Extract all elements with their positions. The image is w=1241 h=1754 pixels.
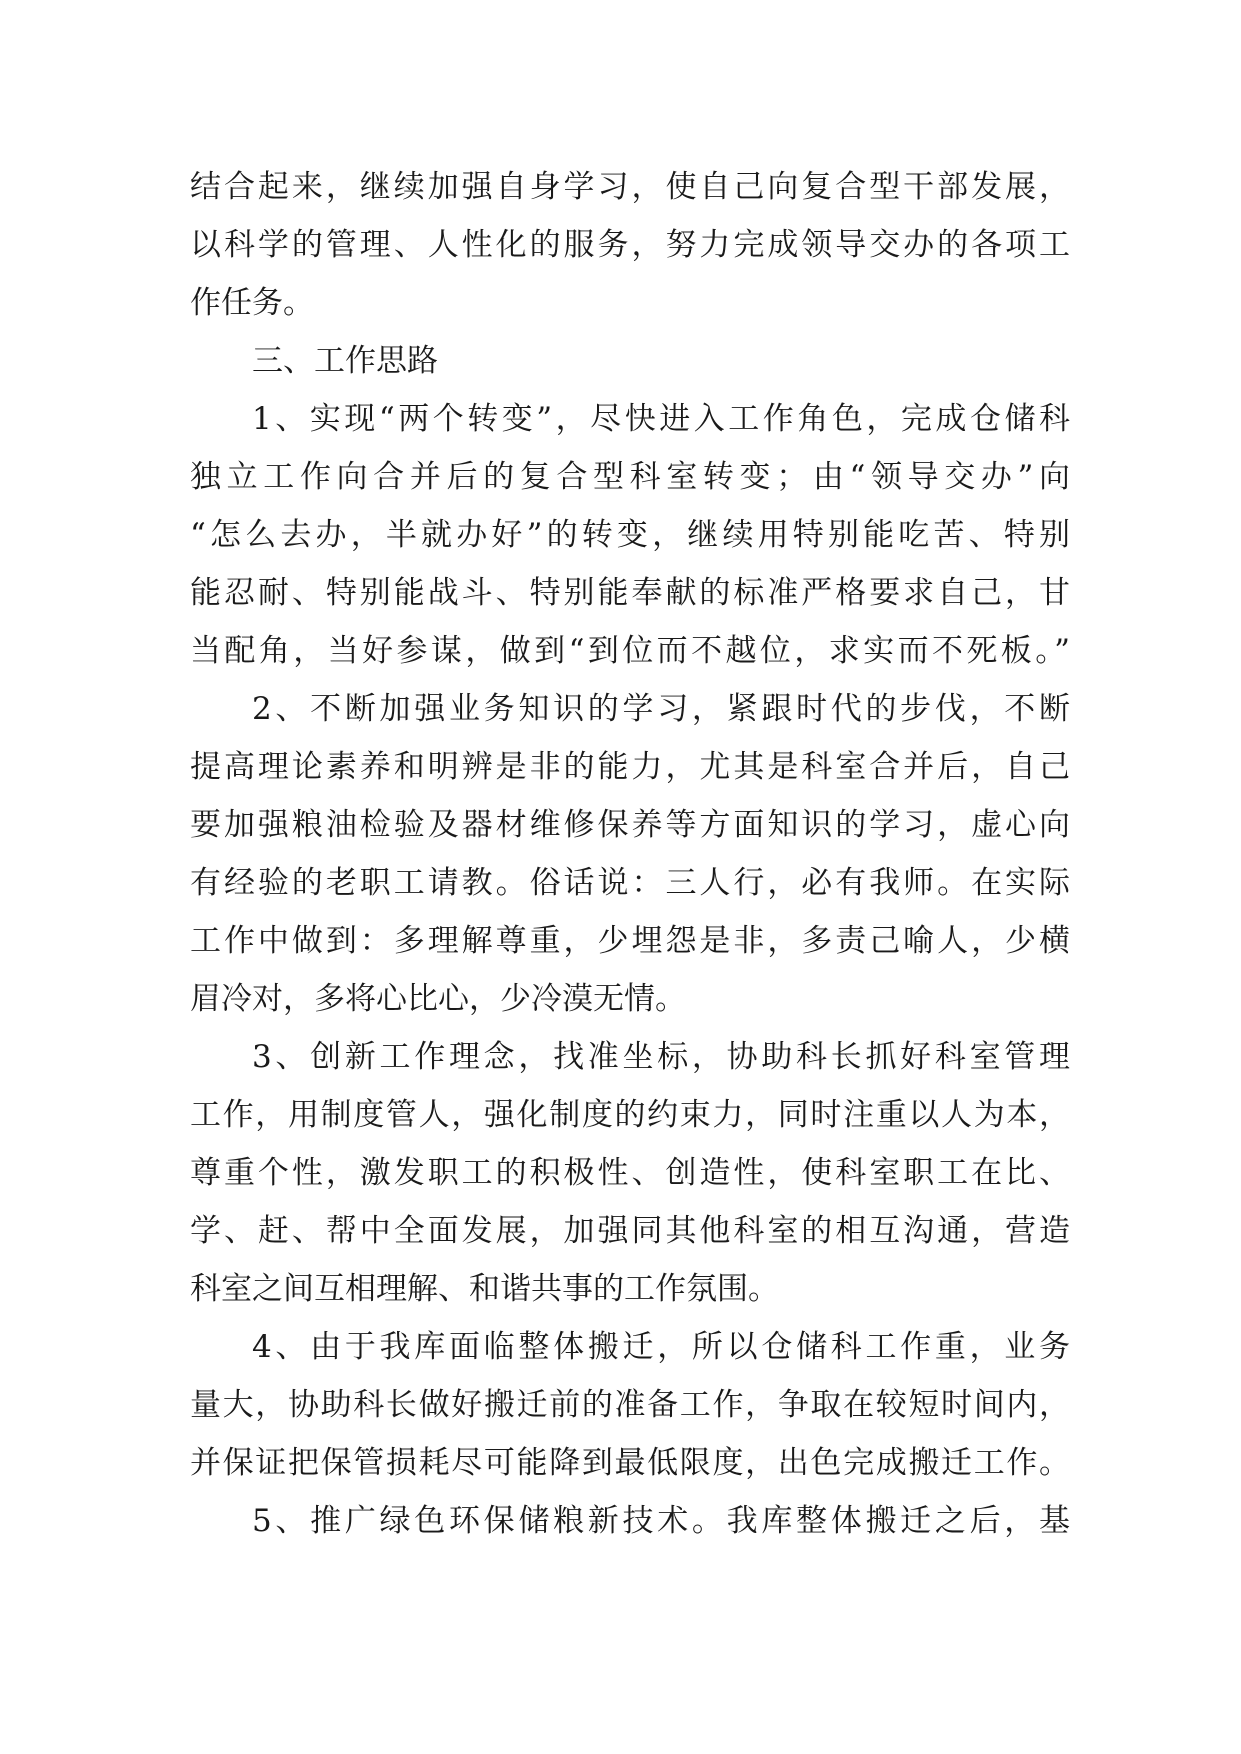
text-line: 提高理论素养和明辨是非的能力，尤其是科室合并后，自己: [190, 749, 1070, 785]
text-line: 1、实现“两个转变”，尽快进入工作角色，完成仓储科: [252, 401, 1070, 437]
text-line: 要加强粮油检验及器材维修保养等方面知识的学习，虚心向: [190, 807, 1070, 843]
text-line: 3、创新工作理念，找准坐标，协助科长抓好科室管理: [252, 1039, 1070, 1075]
text-line: 尊重个性，激发职工的积极性、创造性，使科室职工在比、: [190, 1155, 1070, 1191]
text-line: 工作，用制度管人，强化制度的约束力，同时注重以人为本，: [190, 1097, 1070, 1133]
text-line: 三、工作思路: [252, 343, 438, 379]
text-line: 学、赶、帮中全面发展，加强同其他科室的相互沟通，营造: [190, 1213, 1070, 1249]
document-body: [190, 158, 1070, 1550]
text-line: 并保证把保管损耗尽可能降到最低限度，出色完成搬迁工作。: [190, 1445, 1070, 1481]
text-line: 能忍耐、特别能战斗、特别能奉献的标准严格要求自己，甘: [190, 575, 1070, 611]
text-line: 当配角，当好参谋，做到“到位而不越位，求实而不死板。”: [190, 633, 1070, 669]
text-line: 量大，协助科长做好搬迁前的准备工作，争取在较短时间内，: [190, 1387, 1070, 1423]
text-line: 5、推广绿色环保储粮新技术。我库整体搬迁之后，基: [252, 1503, 1070, 1539]
text-line: 科室之间互相理解、和谐共事的工作氛围。: [190, 1271, 779, 1307]
text-line: 4、由于我库面临整体搬迁，所以仓储科工作重，业务: [252, 1329, 1070, 1365]
text-line: 独立工作向合并后的复合型科室转变；由“领导交办”向: [190, 459, 1070, 495]
text-line: 以科学的管理、人性化的服务，努力完成领导交办的各项工: [190, 227, 1070, 263]
text-line: “怎么去办，半就办好”的转变，继续用特别能吃苦、特别: [190, 517, 1070, 553]
text-line: 结合起来，继续加强自身学习，使自己向复合型干部发展，: [190, 169, 1070, 205]
text-line: 2、不断加强业务知识的学习，紧跟时代的步伐，不断: [252, 691, 1070, 727]
text-line: 工作中做到：多理解尊重，少埋怨是非，多责己喻人，少横: [190, 923, 1070, 959]
text-line: 眉冷对，多将心比心，少冷漠无情。: [190, 981, 686, 1017]
text-line: 作任务。: [190, 285, 314, 321]
text-line: 有经验的老职工请教。俗话说：三人行，必有我师。在实际: [190, 865, 1070, 901]
